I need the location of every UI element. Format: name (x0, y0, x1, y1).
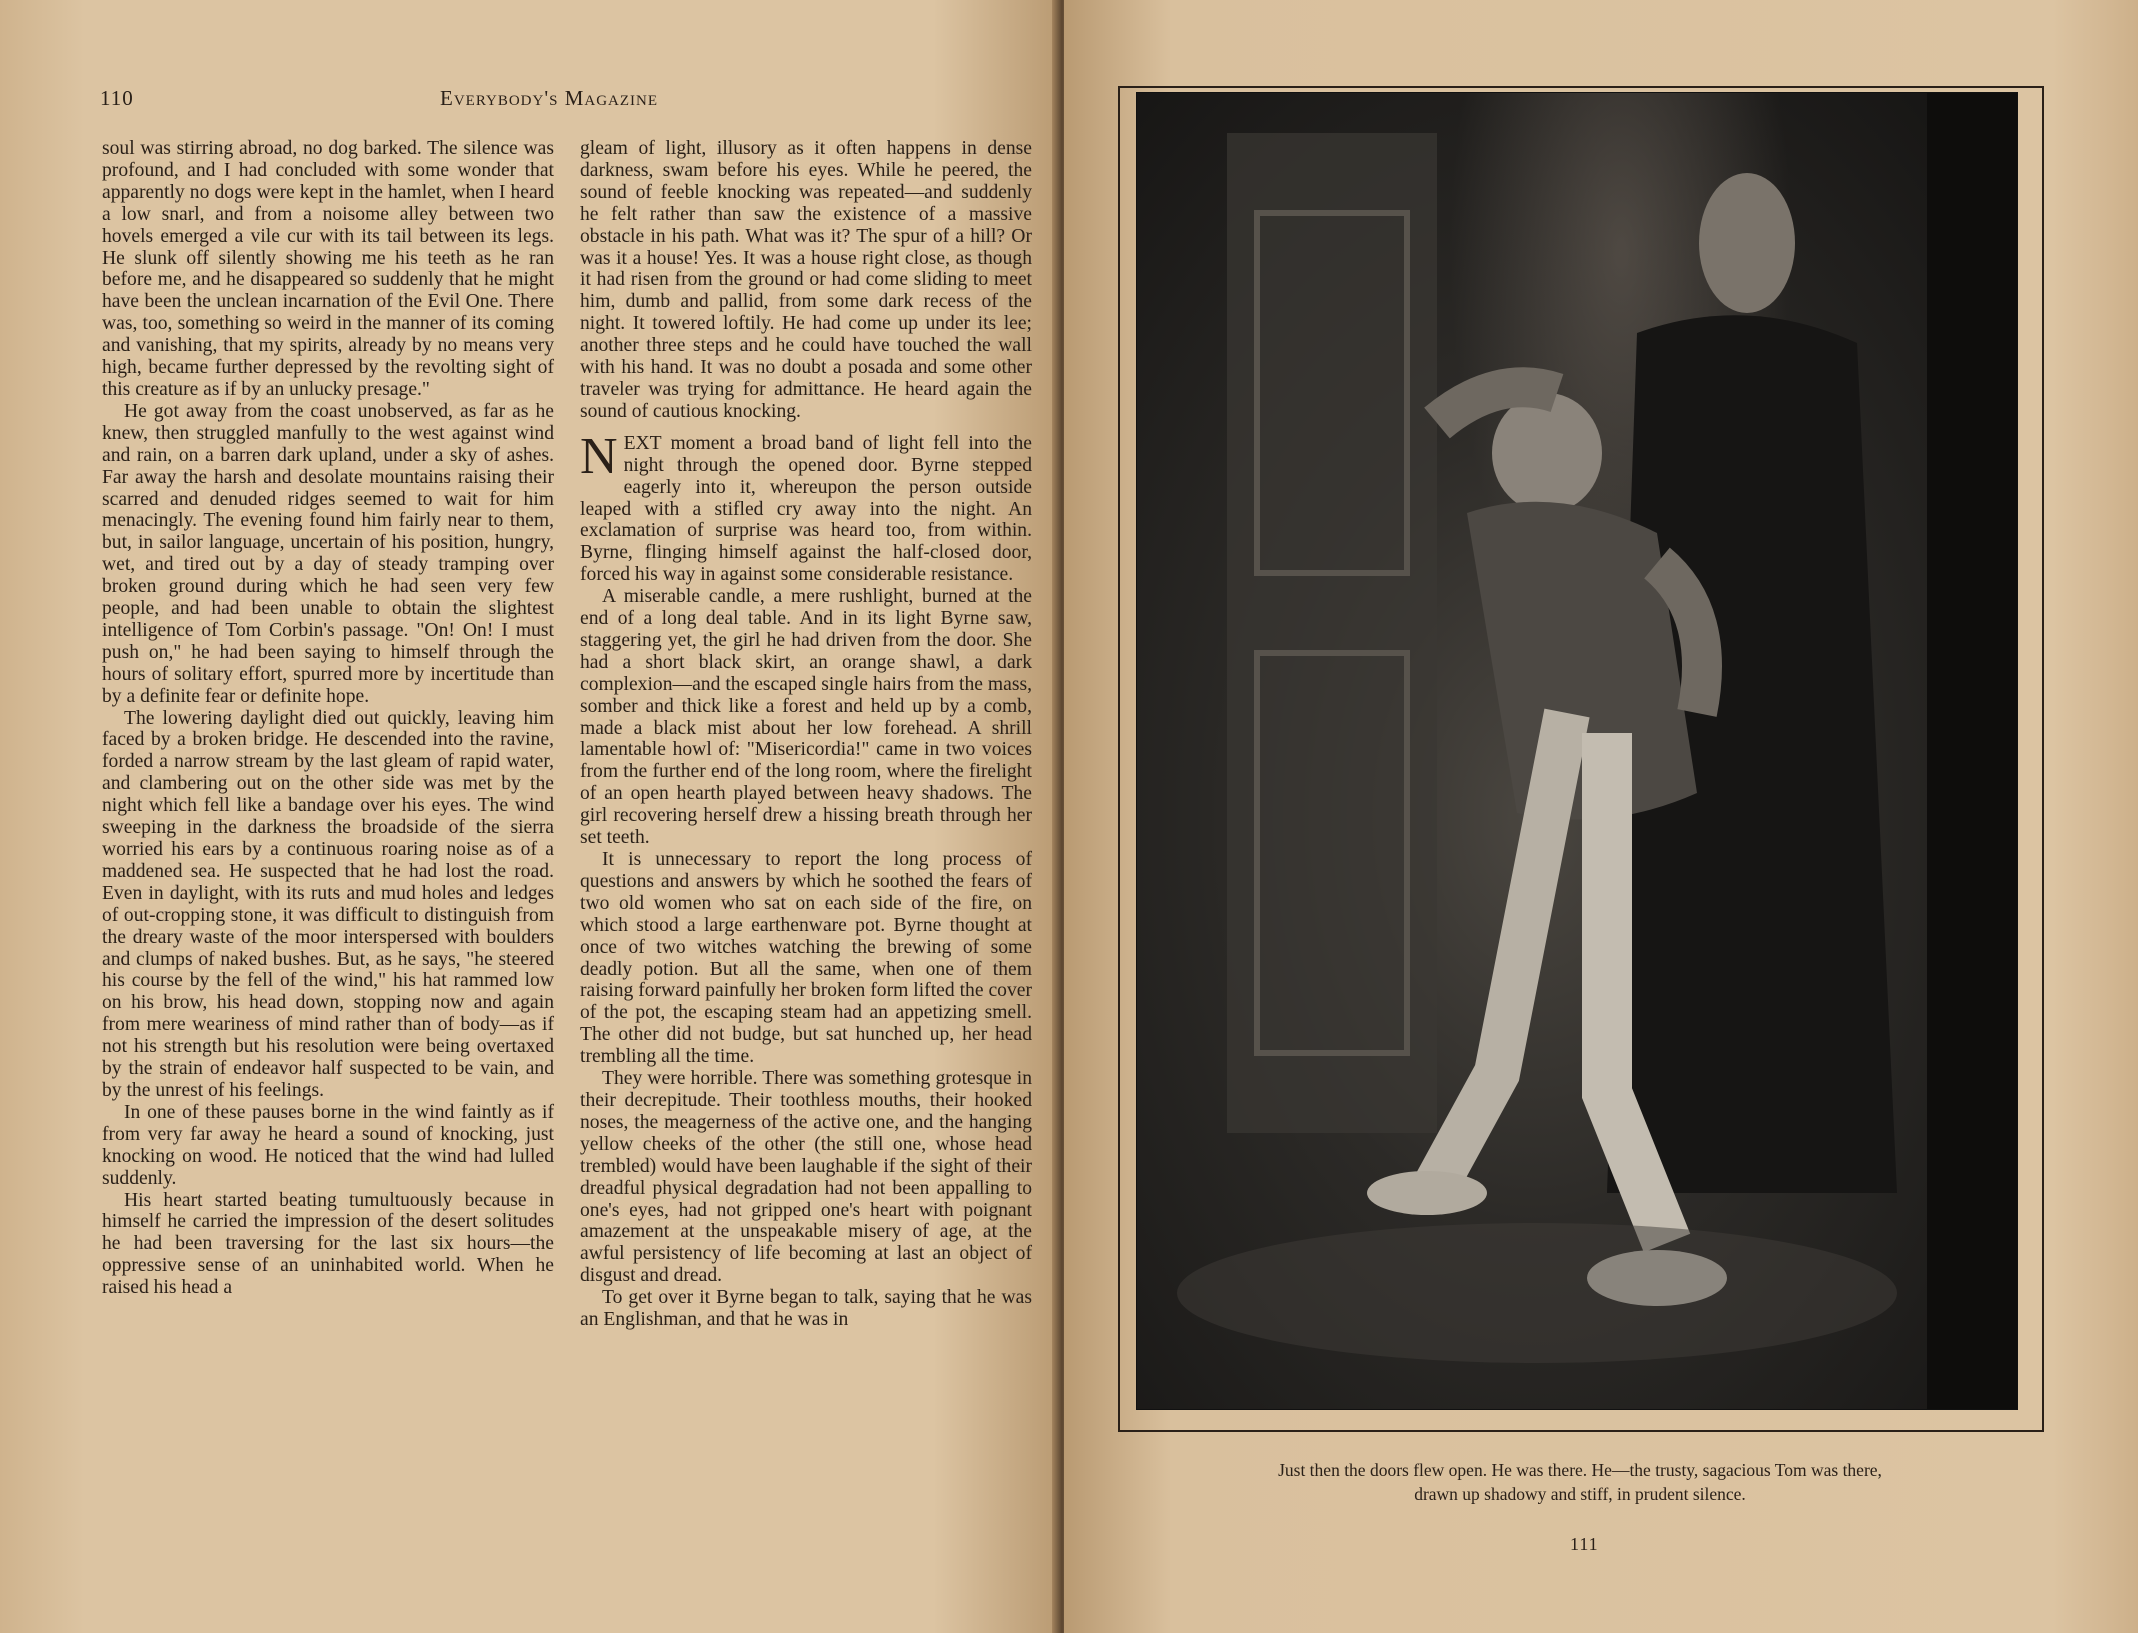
paragraph: His heart started beating tumultuously because in himself he carried the impression of the desert solitudes he had been traversing for the last six hours—the oppressive sense of an uninhabited world. When he raised his head a (102, 1189, 554, 1299)
section-text: EXT moment a broad band of light fell into the night through the opened door. Byrne stepped eagerly into it, whereupon the person outside leaped with a stifled cry away into the night. An exclamation of surprise was heard too, from within. Byrne, flinging himself against the half-closed door, forced his way in against some considerable resistance. (580, 432, 1032, 586)
illustration-caption (1150, 1458, 2010, 1506)
paragraph: He got away from the coast unobserved, as far as he knew, then struggled manfully to the west against wind and rain, on a barren dark upland, under a sky of ashes. Far away the harsh and desolate mountains raising their scarred and denuded ridges seemed to wait for him menacingly. The evening found him fairly near to them, but, in sailor language, uncertain of his position, hungry, wet, and tired out by a day of steady tramping over broken ground during which he had seen very few people, and had been unable to obtain the slightest intelligence of Tom Corbin's passage. "On! On! I must push on," he had been saying to himself through the hours of solitary effort, spurred more by incertitude than by a definite fear or definite hope. (102, 400, 554, 707)
illustration-image (1137, 93, 2017, 1409)
page-number-left: 110 (100, 86, 134, 110)
caption-line-2: drawn up shadowy and stiff, in prudent silence. (1414, 1484, 1746, 1504)
page-number-right: 111 (1570, 1534, 1599, 1554)
running-head (100, 86, 1020, 116)
paragraph: In one of these pauses borne in the wind faintly as if from very far away he heard a sound of knocking, just knocking on wood. He noticed that the wind had lulled suddenly. (102, 1101, 554, 1189)
caption-line-1: Just then the doors flew open. He was there. He—the trusty, sagacious Tom was there, (1278, 1460, 1882, 1480)
paragraph: They were horrible. There was something grotesque in their decrepitude. Their toothless mouths, their hooked noses, the meagerness of the active one, and the hanging yellow cheeks of the other (the still one, whose head trembled) would have been laughable if the sight of their dreadful physical degradation had not been appalling to one's eyes, had not gripped one's heart with poignant amazement at the unspeakable misery of age, at the awful persistency of life becoming at last an object of disgust and dread. (580, 1068, 1032, 1287)
text-column-2 (580, 138, 1032, 1331)
magazine-title: Everybody's Magazine (440, 86, 659, 110)
paragraph: gleam of light, illusory as it often happens in dense darkness, swam before his eyes. While he peered, the sound of feeble knocking was repeated—and suddenly he felt rather than saw the existence of a massive obstacle in his path. What was it? The spur of a hill? Or was it a house! Yes. It was a house right close, as though it had risen from the ground or had come sliding to meet him, dumb and pallid, from some dark recess of the night. It towered loftily. He had come up under its lee; another three steps and he could have touched the wall with his hand. It was no doubt a posada and some other traveler was trying for admittance. He heard again the sound of cautious knocking. (580, 138, 1032, 422)
drop-cap: N (580, 427, 618, 485)
paragraph: To get over it Byrne began to talk, saying that he was an Englishman, and that he was in (580, 1287, 1032, 1331)
text-column-1 (102, 138, 554, 1299)
illustration (1136, 92, 2018, 1410)
paragraph: The lowering daylight died out quickly, leaving him faced by a broken bridge. He descended into the ravine, forded a narrow stream by the last gleam of rapid water, and clambering out on the other side was met by the night which fell like a bandage over his eyes. The wind sweeping in the darkness the broadside of the sierra worried his ears by a continuous roaring noise as of a maddened sea. He suspected that he had lost the road. Even in daylight, with its ruts and mud holes and ledges of out-cropping stone, it was difficult to distinguish from the dreary waste of the moor interspersed with boulders and clumps of naked bushes. But, as he says, "he steered his course by the fell of the wind," his hat rammed low on his brow, his head down, stopping now and again from mere weariness of mind rather than of body—as if not his strength but his resolution were being overtaxed by the strain of endeavor half suspected to be vain, and by the unrest of his feelings. (102, 707, 554, 1101)
paragraph: A miserable candle, a mere rushlight, burned at the end of a long deal table. And in its light Byrne saw, staggering yet, the girl he had driven from the door. She had a short black skirt, an orange shawl, a dark complexion—and the escaped single hairs from the mass, somber and thick like a forest and held up by a comb, made a black mist about her low forehead. A shrill lamentable howl of: "Misericordia!" came in two voices from the further end of the long room, where the firelight of an open hearth played between heavy shadows. The girl recovering herself drew a hissing breath through her set teeth. (580, 586, 1032, 849)
paragraph: soul was stirring abroad, no dog barked. The silence was profound, and I had concluded with some wonder that apparently no dogs were kept in the hamlet, when I heard a low snarl, and from a noisome alley between two hovels emerged a vile cur with its tail between its legs. He slunk off silently showing me his teeth as he ran before me, and he disappeared so suddenly that he might have been the unclean incarnation of the Evil One. There was, too, something so weird in the manner of its coming and vanishing, that my spirits, already by no means very high, became further depressed by the revolting sight of this creature as if by an unlucky presage." (102, 138, 554, 400)
section-start-paragraph (580, 427, 1032, 586)
left-page (0, 0, 1060, 1633)
paragraph: It is unnecessary to report the long process of questions and answers by which he soothed the fears of two old women who sat on each side of the fire, on which stood a large earthenware pot. Byrne thought at once of two witches watching the brewing of some deadly potion. But all the same, when one of them raising forward painfully her broken form lifted the cover of the pot, the escaping steam had an appetizing smell. The other did not budge, but sat hunched up, her head trembling all the time. (580, 849, 1032, 1068)
